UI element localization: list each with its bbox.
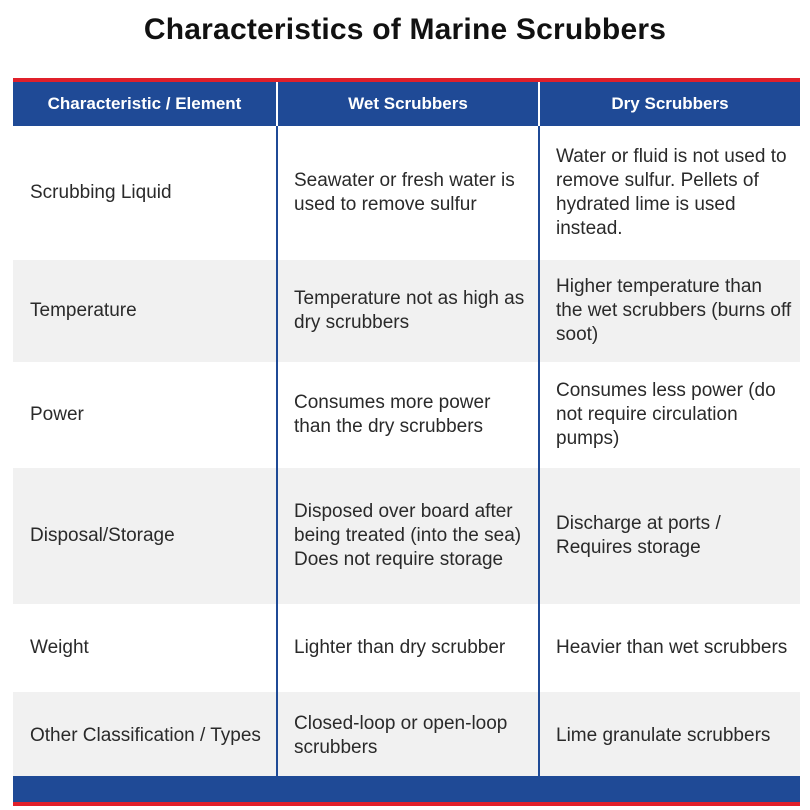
row-label: Weight — [13, 604, 277, 692]
table-row — [13, 692, 800, 780]
table-row — [13, 260, 800, 362]
wet-scrubbers-cell: Lighter than dry scrubber — [277, 604, 539, 692]
row-label: Temperature — [13, 260, 277, 362]
column-header-dry-scrubbers: Dry Scrubbers — [539, 82, 800, 126]
wet-scrubbers-cell: Temperature not as high as dry scrubbers — [277, 260, 539, 362]
table-row — [13, 126, 800, 260]
row-label: Disposal/Storage — [13, 468, 277, 604]
row-label: Power — [13, 362, 277, 468]
wet-scrubbers-cell: Closed-loop or open-loop scrubbers — [277, 692, 539, 780]
bottom-accent-stripe — [13, 802, 800, 806]
wet-scrubbers-cell: Consumes more power than the dry scrubbers — [277, 362, 539, 468]
table-header-row — [13, 82, 800, 126]
comparison-table — [13, 82, 800, 780]
bottom-blue-bar — [13, 776, 800, 802]
dry-scrubbers-cell: Consumes less power (do not require circulation pumps) — [539, 362, 800, 468]
wet-scrubbers-cell: Seawater or fresh water is used to remove sulfur — [277, 126, 539, 260]
dry-scrubbers-cell: Higher temperature than the wet scrubbers (burns off soot) — [539, 260, 800, 362]
column-header-characteristic: Characteristic / Element — [13, 82, 277, 126]
dry-scrubbers-cell: Discharge at ports / Requires storage — [539, 468, 800, 604]
table-row — [13, 468, 800, 604]
column-header-wet-scrubbers: Wet Scrubbers — [277, 82, 539, 126]
row-label: Scrubbing Liquid — [13, 126, 277, 260]
wet-scrubbers-cell: Disposed over board after being treated (into the sea) Does not require storage — [277, 468, 539, 604]
table-row — [13, 362, 800, 468]
dry-scrubbers-cell: Lime granulate scrubbers — [539, 692, 800, 780]
row-label: Other Classification / Types — [13, 692, 277, 780]
dry-scrubbers-cell: Water or fluid is not used to remove sulfur. Pellets of hydrated lime is used instead. — [539, 126, 800, 260]
table-row — [13, 604, 800, 692]
dry-scrubbers-cell: Heavier than wet scrubbers — [539, 604, 800, 692]
page-title: Characteristics of Marine Scrubbers — [143, 13, 667, 46]
